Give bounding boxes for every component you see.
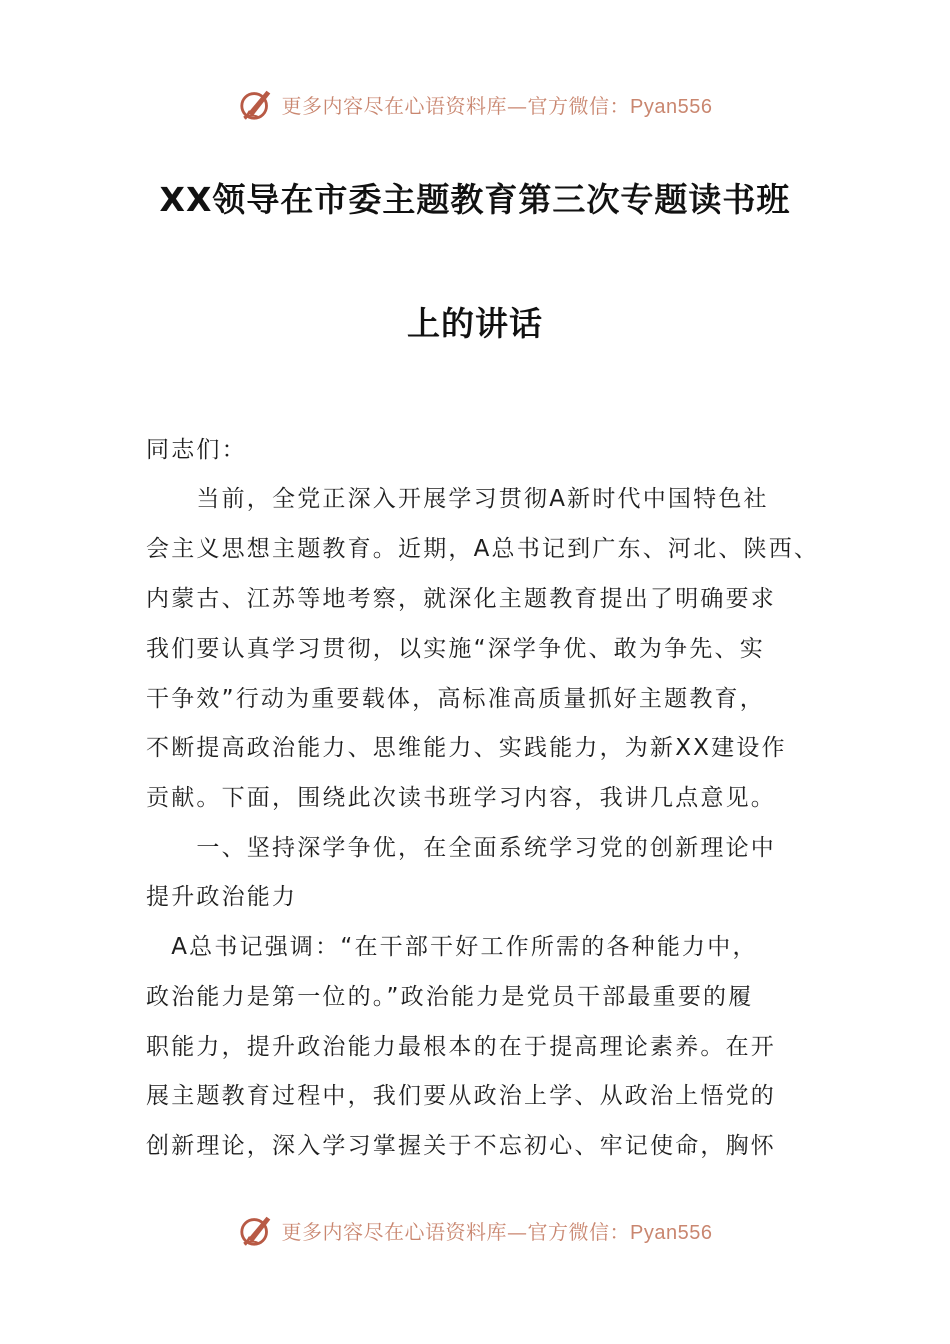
body-line: 同志们：	[146, 437, 247, 463]
watermark-text: 更多内容尽在心语资料库—官方微信：Pyan556	[281, 1219, 713, 1244]
document-title-line-1: XX领导在市委主题教育第三次专题读书班	[159, 180, 791, 219]
footer-watermark	[0, 1208, 950, 1252]
body-line: 当前，全党正深入开展学习贯彻A新时代中国特色社	[146, 486, 769, 512]
watermark-wechat-id: Pyan556	[630, 1221, 713, 1244]
document-title-line-2: 上的讲话	[407, 304, 543, 343]
watermark-text: 更多内容尽在心语资料库—官方微信：Pyan556	[281, 93, 713, 118]
body-line: 干争效”行动为重要载体，高标准高质量抓好主题教育，	[146, 686, 765, 712]
body-line: 会主义思想主题教育。近期，A总书记到广东、河北、陕西、	[146, 536, 820, 562]
body-line: 政治能力是第一位的。”政治能力是党员干部最重要的履	[146, 984, 754, 1010]
body-line: A总书记强调：“在干部干好工作所需的各种能力中，	[146, 934, 758, 960]
body-line: 创新理论，深入学习掌握关于不忘初心、牢记使命，胸怀	[146, 1133, 776, 1159]
watermark-wechat-id: Pyan556	[630, 95, 713, 118]
body-line: 展主题教育过程中，我们要从政治上学、从政治上悟党的	[146, 1083, 776, 1109]
quill-pen-logo-icon	[238, 85, 276, 123]
body-line: 一、坚持深学争优，在全面系统学习党的创新理论中	[146, 835, 776, 861]
body-line: 不断提高政治能力、思维能力、实践能力，为新XX建设作	[146, 735, 787, 761]
body-line: 我们要认真学习贯彻，以实施“深学争优、敢为争先、实	[146, 636, 765, 662]
body-line: 提升政治能力	[146, 884, 298, 910]
header-watermark	[0, 82, 950, 126]
body-line: 贡献。下面，围绕此次读书班学习内容，我讲几点意见。	[146, 785, 776, 811]
quill-pen-logo-icon	[238, 1211, 276, 1249]
body-line: 职能力，提升政治能力最根本的在于提高理论素养。在开	[146, 1034, 776, 1060]
body-line: 内蒙古、江苏等地考察，就深化主题教育提出了明确要求	[146, 586, 776, 612]
